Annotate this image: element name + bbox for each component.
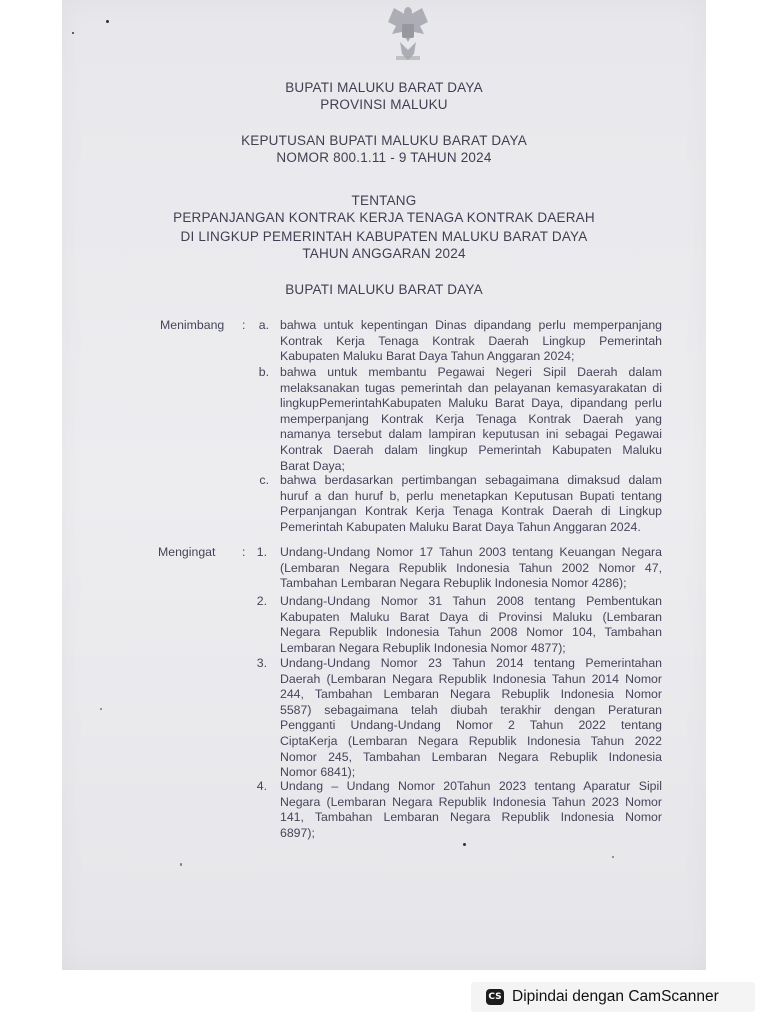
menimbang-item-c (280, 473, 662, 535)
text-line: Daerah (Lembaran Negara Republik Indonesia Tahun 2014 Nomor (280, 671, 662, 686)
camscanner-watermark (471, 982, 755, 1012)
menimbang-item-a (280, 318, 662, 365)
regency-title: BUPATI MALUKU BARAT DAYA (285, 80, 483, 95)
mengingat-label: Mengingat (158, 545, 216, 559)
text-line: Kontrak Daerah dalam lingkup Pemerintah Kabupaten Maluku (280, 442, 662, 457)
mengingat-colon: : (242, 545, 246, 559)
text-line: 141, Tambahan Lembaran Negara Republik Indonesia Nomor (280, 810, 662, 825)
text-line: memperpanjang Kontrak Kerja Tenaga Kontrak Daerah yang (280, 411, 662, 426)
mengingat-marker-2: 2. (256, 594, 267, 608)
text-line: Kabupaten Maluku Barat Daya di Provinsi Maluku (Lembaran (280, 609, 662, 624)
mengingat-item-2 (280, 594, 662, 656)
text-line: lingkupPemerintahKabupaten Maluku Barat Daya, dipandang perlu (280, 396, 662, 411)
text-line: bahwa untuk membantu Pegawai Negeri Sipil Daerah dalam (280, 365, 662, 379)
camscanner-logo-icon: CS (486, 989, 504, 1005)
mengingat-item-4 (280, 779, 662, 841)
text-line: Undang-Undang Nomor 23 Tahun 2014 tentang Pemerintahan (280, 656, 662, 670)
text-line: Kabupaten Maluku Barat Daya Tahun Anggaran 2024; (280, 349, 575, 364)
text-line: Undang-Undang Nomor 17 Tahun 2003 tentang Keuangan Negara (280, 545, 662, 559)
text-line: Nomor 6841); (280, 765, 356, 780)
text-line: 5587) sebagaimana telah diubah terakhir dengan Peraturan (280, 702, 662, 717)
subject-line-3: TAHUN ANGGARAN 2024 (302, 246, 466, 261)
about-label: TENTANG (351, 193, 417, 208)
text-line: Negara Republik Indonesia Tahun 2008 Nomor 104, Tambahan (280, 625, 662, 640)
text-line: Barat Daya; (280, 458, 345, 473)
subject-line-1: PERPANJANGAN KONTRAK KERJA TENAGA KONTRAK DAERAH (173, 210, 595, 225)
menimbang-label: Menimbang (160, 318, 225, 332)
decree-number: NOMOR 800.1.11 - 9 TAHUN 2024 (276, 150, 492, 165)
text-line: Perpanjangan Kontrak Kerja Tenaga Kontrak Daerah di Lingkup (280, 504, 662, 519)
province-title: PROVINSI MALUKU (320, 97, 448, 112)
camscanner-text: Dipindai dengan CamScanner (512, 988, 719, 1005)
subject-line-2: DI LINGKUP PEMERINTAH KABUPATEN MALUKU BARAT DAYA (180, 229, 588, 244)
text-line: Nomor 245, Tambahan Lembaran Negara Rebuplik Indonesia (280, 749, 662, 764)
scan-speck (100, 708, 102, 710)
text-line: bahwa untuk kepentingan Dinas dipandang perlu memperpanjang (280, 318, 662, 332)
text-line: bahwa berdasarkan pertimbangan sebagaimana dimaksud dalam (280, 473, 662, 487)
text-line: Kontrak Kerja Tenaga Kontrak Daerah Lingkup Pemerintah (280, 333, 662, 348)
issuer-title: BUPATI MALUKU BARAT DAYA (285, 282, 483, 297)
text-line: huruf a dan huruf b, perlu menetapkan Keputusan Bupati tentang (280, 488, 662, 503)
mengingat-marker-1: 1. (256, 545, 267, 559)
text-line: Pengganti Undang-Undang Nomor 2 Tahun 2022 tentang (280, 718, 662, 733)
scan-speck (463, 843, 466, 846)
text-line: namanya tersebut dalam lampiran keputusan ini sebagai Pegawai (280, 427, 662, 442)
mengingat-marker-4: 4. (256, 779, 267, 793)
scan-speck (180, 863, 182, 866)
text-line: 6897); (280, 825, 315, 840)
mengingat-item-3 (280, 656, 662, 781)
menimbang-marker-c: c. (259, 473, 269, 487)
menimbang-item-b (280, 365, 662, 474)
text-line: Undang – Undang Nomor 20Tahun 2023 tentang Aparatur Sipil (280, 779, 662, 793)
scan-speck (612, 856, 614, 858)
mengingat-marker-3: 3. (256, 656, 267, 670)
scan-speck (106, 20, 109, 23)
text-line: CiptaKerja (Lembaran Negara Republik Indonesia Tahun 2022 (280, 733, 662, 748)
text-line: melaksanakan tugas pemerintah dan pelayanan kemasyarakatan di (280, 380, 662, 395)
text-line: (Lembaran Negara Republik Indonesia Tahun 2002 Nomor 47, (280, 560, 662, 575)
text-line: Tambahan Lembaran Negara Rebuplik Indonesia Nomor 4286); (280, 576, 627, 591)
menimbang-marker-a: a. (258, 318, 269, 332)
decree-title: KEPUTUSAN BUPATI MALUKU BARAT DAYA (241, 133, 527, 148)
menimbang-marker-b: b. (258, 365, 269, 379)
scan-speck (72, 32, 74, 34)
menimbang-colon: : (242, 318, 246, 332)
garuda-emblem-icon (384, 2, 432, 64)
text-line: Pemerintah Kabupaten Maluku Barat Daya Tahun Anggaran 2024. (280, 519, 641, 534)
text-line: Undang-Undang Nomor 31 Tahun 2008 tentang Pembentukan (280, 594, 662, 608)
mengingat-item-1 (280, 545, 662, 592)
text-line: Lembaran Negara Rebuplik Indonesia Nomor 4877); (280, 640, 566, 655)
text-line: Negara (Lembaran Negara Republik Indonesia Tahun 2023 Nomor (280, 794, 662, 809)
text-line: 244, Tambahan Lembaran Negara Rebuplik Indonesia Nomor (280, 687, 662, 702)
